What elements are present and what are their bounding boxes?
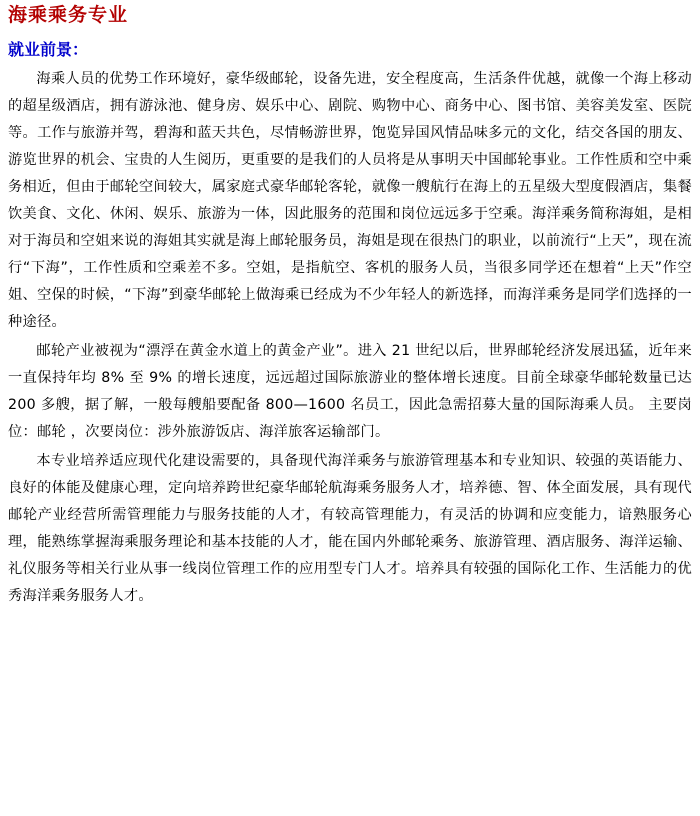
- page-title: 海乘乘务专业: [8, 4, 129, 26]
- section-heading-employment-prospects: 就业前景：: [8, 40, 89, 59]
- paragraph-work-environment: 海乘人员的优势工作环境好，豪华级邮轮，设备先进，安全程度高，生活条件优越，就像一个海上移动的超星级酒店，拥有游泳池、健身房、娱乐中心、剧院、购物中心、商务中心、图书馆、美容美发室、医院等。工作与旅游并驾，碧海和蓝天共色，尽情畅游世界，饱览异国风情品味多元的文化，结交各国的朋友、游览世界的机会、宝贵的人生阅历，更重要的是我们的人员将是从事明天中国邮轮事业。工作性质和空中乘务相近，但由于邮轮空间较大，属家庭式豪华邮轮客轮，就像一艘航行在海上的五星级大型度假酒店，集餐饮美食、文化、休闲、娱乐、旅游为一体，因此服务的范围和岗位远远多于空乘。海洋乘务简称海姐，是相对于海员和空姐来说的海姐其实就是海上邮轮服务员，海姐是现在很热门的职业，以前流行“上天”，现在流行“下海”，工作性质和空乘差不多。空姐，是指航空、客机的服务人员，当很多同学还在想着“上天”作空姐、空保的时候，“下海”到豪华邮轮上做海乘已经成为不少年轻人的新选择，而海洋乘务是同学们选择的一种途径。: [8, 71, 692, 330]
- paragraph-cruise-industry: 邮轮产业被视为“漂浮在黄金水道上的黄金产业”。进入 21 世纪以后，世界邮轮经济发展迅猛，近年来一直保持年均 8% 至 9% 的增长速度，远远超过国际旅游业的整体增长速度。目前全球豪华邮轮数量已达 200 多艘，据了解，一般每艘船要配备 800—1600 名员工，因此急需招募大量的国际海乘人员。 主要岗位：邮轮 ，次要岗位：涉外旅游饭店、海洋旅客运输部门。: [8, 343, 692, 440]
- paragraph-training-goals: 本专业培养适应现代化建设需要的，具备现代海洋乘务与旅游管理基本和专业知识、较强的英语能力、良好的体能及健康心理，定向培养跨世纪豪华邮轮航海乘务服务人才，培养德、智、体全面发展，具有现代邮轮产业经营所需管理能力与服务技能的人才，有较高管理能力，有灵活的协调和应变能力，谙熟服务心理，能熟练掌握海乘服务理论和基本技能的人才，能在国内外邮轮乘务、旅游管理、酒店服务、海洋运输、礼仪服务等相关行业从事一线岗位管理工作的应用型专门人才。培养具有较强的国际化工作、生活能力的优秀海洋乘务服务人才。: [8, 453, 692, 604]
